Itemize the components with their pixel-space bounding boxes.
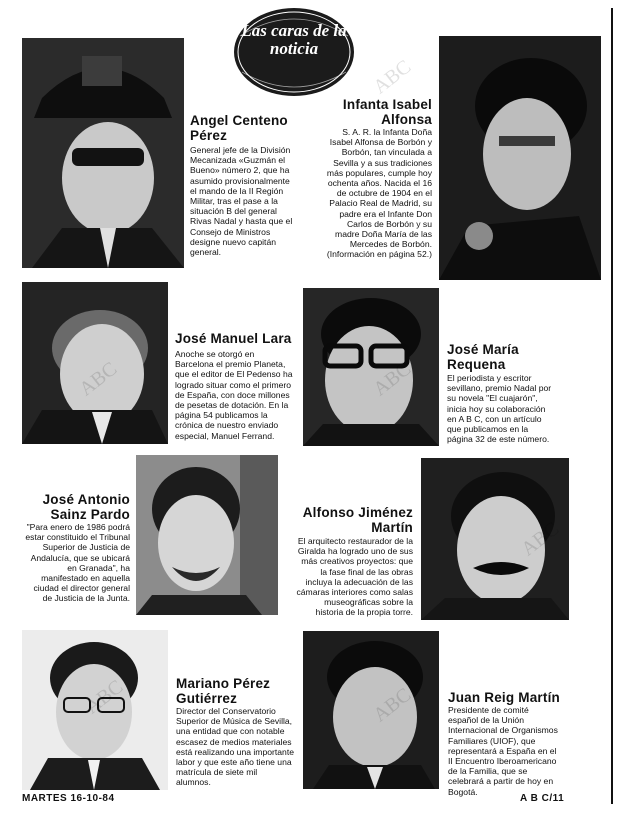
profile-bio: General jefe de la División Mecanizada «Guzmán el Bueno» número 2, que ha asumido provisionalmente el mando de la II Región Militar, tras el pase a la situación B del general Rivas Nadal y hasta que el Consejo de Ministros designe nuevo capitán general. xyxy=(190,145,293,258)
portrait-photo xyxy=(136,455,278,615)
portrait-photo xyxy=(439,36,601,280)
profile-bio: "Para enero de 1986 podrá estar constituido el Tribunal Superior de Justicia de Andalucía, que se ubicará en Granada", ha manifestado en aquella ciudad el director general de Justicia de la Junta. xyxy=(25,522,130,604)
portrait-photo xyxy=(303,288,439,446)
section-medallion xyxy=(232,6,356,98)
profile-bio: Anoche se otorgó en Barcelona el premio Planeta, que el editor de El Pedenso ha logrado situar como el primero de España, con doce millones de pesetas de dotación. En la página 54 publicamos la crónica de nuestro enviado especial, Manuel Ferrand. xyxy=(175,349,293,441)
issue-date: MARTES 16-10-84 xyxy=(22,793,115,804)
portrait-photo xyxy=(22,38,184,268)
portrait-photo xyxy=(421,458,569,620)
portrait-photo xyxy=(22,630,168,790)
profile-bio: Director del Conservatorio Superior de Música de Sevilla, una entidad que con notable escasez de medios materiales está realizando una importante labor y que este año tiene una matrícula de siete mil alumnos. xyxy=(176,706,295,788)
profile-bio: El arquitecto restaurador de la Giralda ha logrado uno de sus más creativos proyectos: que la fase final de las obras incluya la adecuación de las cámaras interiores como salas museográficas sobre la historia de la propia torre. xyxy=(296,536,413,618)
page-number: A B C/11 xyxy=(520,793,565,804)
profile-name: José Antonio Sainz Pardo xyxy=(42,492,130,522)
section-title: Las caras de la noticia xyxy=(241,21,347,58)
profile-bio: El periodista y escritor sevillano, premio Nadal por su novela "El cuajarón", inicia hoy su colaboración en A B C, con un artículo que publicamos en la página 32 de este número. xyxy=(447,373,552,445)
profile-name: Mariano Pérez Gutiérrez xyxy=(176,676,271,706)
profile-name: Angel Centeno Pérez xyxy=(190,113,288,143)
profile-name: Alfonso Jiménez Martín xyxy=(302,505,413,535)
watermark: ABC xyxy=(369,55,416,99)
profile-name: José Manuel Lara xyxy=(175,331,292,346)
portrait-photo xyxy=(22,282,168,444)
profile-name: Juan Reig Martín xyxy=(448,690,560,705)
page-border-rule xyxy=(611,8,613,804)
profile-name: José María Requena xyxy=(447,342,519,372)
profile-bio: S. A. R. la Infanta Doña Isabel Alfonsa de Borbón y Borbón, tan vinculada a Sevilla y a sus tradiciones más populares, cumple hoy ochenta años. Nacida el 16 de octubre de 1904 en el Palacio Real de Madrid, su padre era el Infante Don Carlos de Borbón y su madre Doña María de las Mercedes de Borbón. (Información en página 52.) xyxy=(326,127,432,260)
profile-name: Infanta Isabel Alfonsa xyxy=(342,97,432,127)
portrait-photo xyxy=(303,631,439,789)
profile-bio: Presidente de comité español de la Unión Internacional de Organismos Familiares (UIOF), que representará a España en el II Encuentro Iberoamericano de la Familia, que se celebrará a partir de hoy en Bogotá. xyxy=(448,705,558,797)
